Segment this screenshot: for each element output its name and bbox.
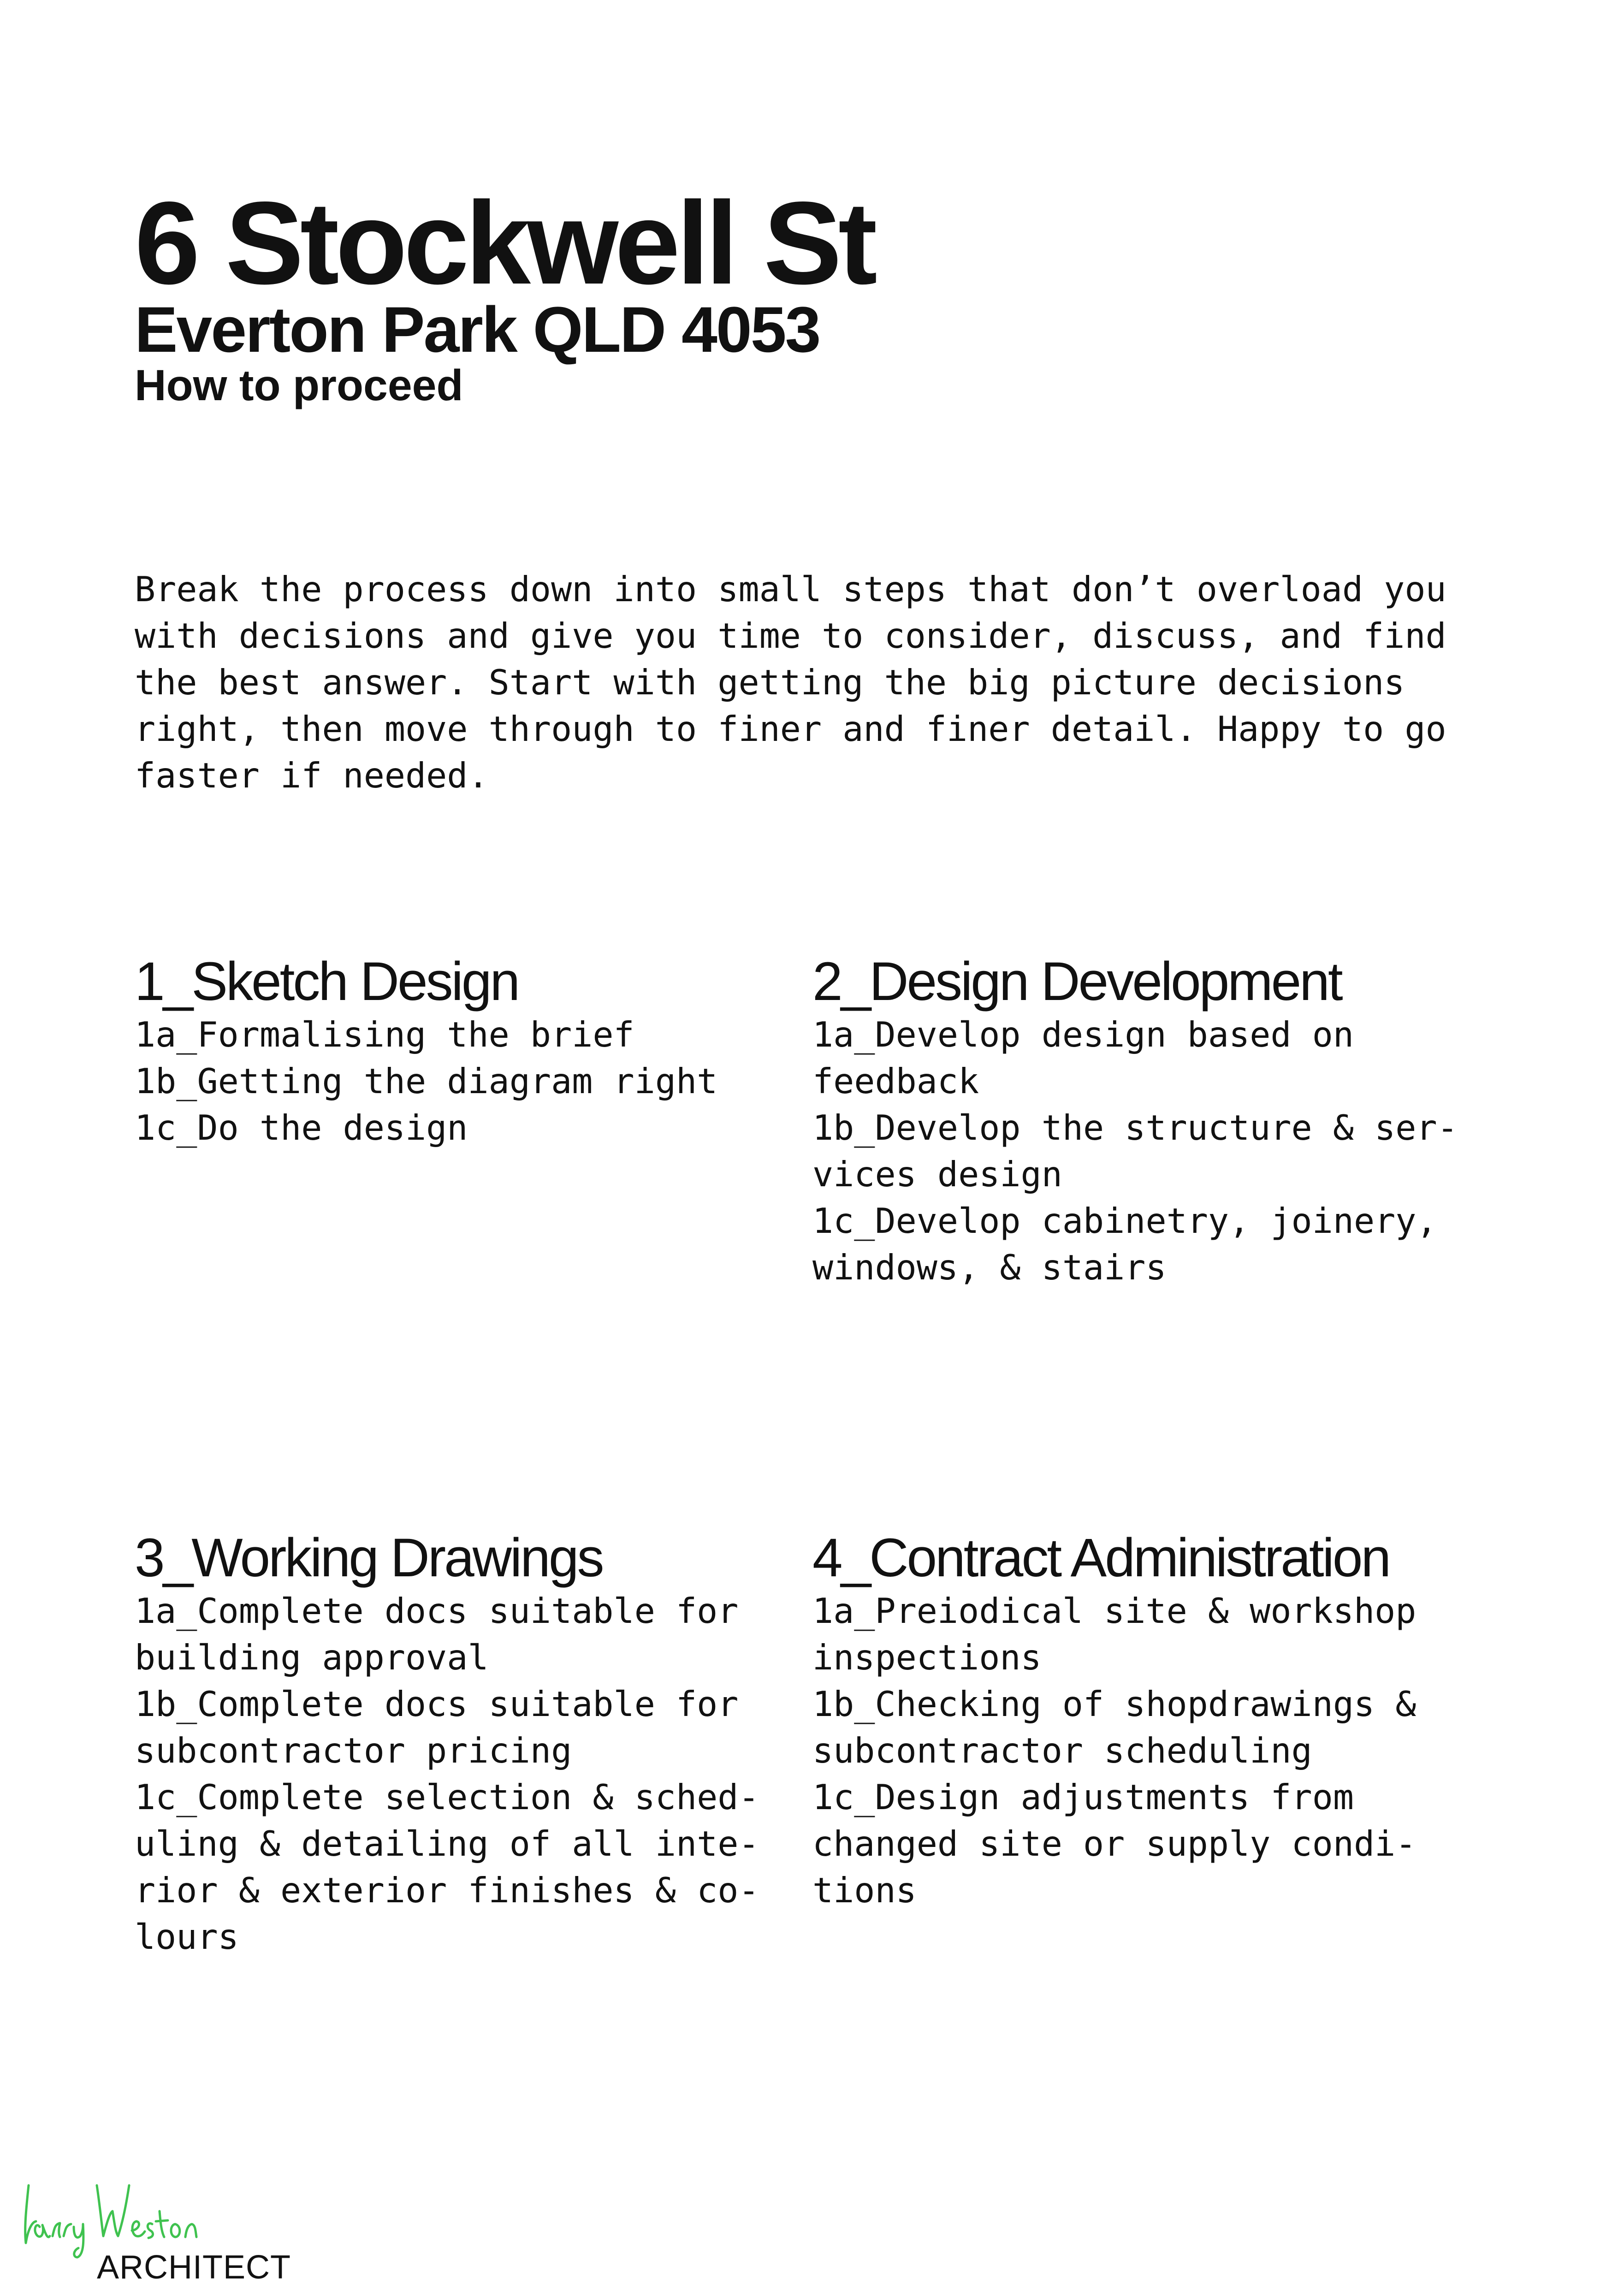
- section-heading: 4_Contract Administration: [812, 1527, 1390, 1588]
- step-item: 1a_Formalising the brief: [135, 1014, 634, 1055]
- section-heading: 1_Sketch Design: [135, 951, 519, 1012]
- step-item: 1b_Develop the structure & ser-vices design: [812, 1107, 1458, 1195]
- step-item: 1c_Complete selection & sched-uling & detailing of all inte-rior & exterior finishes & co-lours: [135, 1777, 759, 1957]
- architect-logo: [16, 2167, 291, 2291]
- step-list: [812, 1012, 1481, 1291]
- page-subtitle: Everton Park QLD 4053: [135, 293, 820, 366]
- step-list: [135, 1012, 803, 1151]
- step-item: 1c_Develop cabinetry, joinery, windows, & stairs: [812, 1201, 1458, 1288]
- step-item: 1b_Getting the diagram right: [135, 1061, 718, 1101]
- step-item: 1c_Design adjustments from changed site or supply condi-tions: [812, 1777, 1416, 1911]
- section-working-drawings: [135, 1527, 803, 1960]
- logo-architect-label: ARCHITECT: [97, 2249, 291, 2286]
- step-item: 1b_Checking of shopdrawings & subcontractor scheduling: [812, 1684, 1437, 1771]
- step-item: 1b_Complete docs suitable for subcontractor pricing: [135, 1684, 759, 1771]
- document-header: [135, 178, 874, 410]
- step-list: [135, 1588, 803, 1960]
- section-heading: 2_Design Development: [812, 951, 1341, 1012]
- page-kicker: How to proceed: [135, 361, 463, 410]
- intro-paragraph: Break the process down into small steps that don’t overload you with decisions and give you time to consider, discuss, and find the best answer. Start with getting the big picture decisions right, then move through to finer and finer detail. Happy to go faster if needed.: [135, 569, 1467, 796]
- step-item: 1a_Complete docs suitable for building approval: [135, 1591, 759, 1678]
- section-contract-administration: [812, 1527, 1481, 1914]
- step-list: [812, 1588, 1481, 1914]
- step-item: 1c_Do the design: [135, 1107, 468, 1148]
- section-design-development: [812, 951, 1481, 1291]
- step-item: 1a_Develop design based on feedback: [812, 1014, 1375, 1101]
- step-item: 1a_Preiodical site & workshop inspections: [812, 1591, 1437, 1678]
- section-sketch-design: [135, 951, 803, 1151]
- section-heading: 3_Working Drawings: [135, 1527, 603, 1588]
- page-title: 6 Stockwell St: [135, 178, 874, 309]
- signature-icon: [16, 2167, 237, 2259]
